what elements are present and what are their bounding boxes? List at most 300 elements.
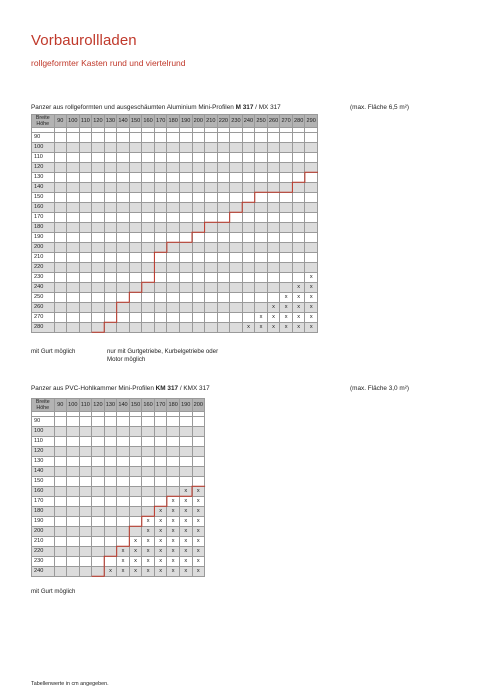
table-cell: x xyxy=(280,322,293,332)
table-cell xyxy=(104,456,117,466)
table-cell xyxy=(67,252,80,262)
table-cell xyxy=(79,426,92,436)
width-header: 140 xyxy=(117,115,130,128)
table-cell xyxy=(67,262,80,272)
table-cell xyxy=(54,212,67,222)
width-header: 290 xyxy=(305,115,318,128)
table-cell: x xyxy=(305,282,318,292)
table-cell: x xyxy=(154,546,167,556)
table-cell xyxy=(267,282,280,292)
table-cell: x xyxy=(129,556,142,566)
height-label: 120 xyxy=(32,446,55,456)
table-cell xyxy=(305,162,318,172)
table-cell xyxy=(167,172,180,182)
table-cell xyxy=(142,322,155,332)
height-label: 170 xyxy=(32,496,55,506)
table-row xyxy=(32,456,205,466)
table-cell xyxy=(192,436,205,446)
table-cell: x xyxy=(142,516,155,526)
height-label: 170 xyxy=(32,212,55,222)
table-cell xyxy=(242,212,255,222)
table-cell xyxy=(142,416,155,426)
table-cell xyxy=(92,312,105,322)
table-cell xyxy=(129,262,142,272)
table-cell xyxy=(54,526,67,536)
table-cell xyxy=(92,416,105,426)
table-cell xyxy=(267,212,280,222)
table-cell xyxy=(217,222,230,232)
table-cell xyxy=(179,312,192,322)
table-cell xyxy=(230,292,243,302)
table-cell xyxy=(67,476,80,486)
height-label: 160 xyxy=(32,486,55,496)
table-cell xyxy=(79,536,92,546)
table-cell: x xyxy=(305,312,318,322)
table-cell xyxy=(230,282,243,292)
table-cell xyxy=(117,426,130,436)
table-cell xyxy=(67,416,80,426)
table-cell xyxy=(292,252,305,262)
table-cell: x xyxy=(192,546,205,556)
table-row xyxy=(32,162,318,172)
table-cell xyxy=(79,476,92,486)
table-cell xyxy=(117,252,130,262)
table-cell xyxy=(255,212,268,222)
table-cell xyxy=(217,132,230,142)
table-cell xyxy=(205,172,218,182)
table-cell xyxy=(192,142,205,152)
table-row xyxy=(32,446,205,456)
table-cell: x xyxy=(179,496,192,506)
table-cell: x xyxy=(280,302,293,312)
table-cell xyxy=(267,232,280,242)
table-cell: x xyxy=(192,536,205,546)
table-cell xyxy=(267,292,280,302)
height-label: 260 xyxy=(32,302,55,312)
table-cell xyxy=(92,212,105,222)
table-cell xyxy=(167,132,180,142)
table-cell xyxy=(205,152,218,162)
table-row xyxy=(32,426,205,436)
table-cell: x xyxy=(192,526,205,536)
table-cell: x xyxy=(292,302,305,312)
table-cell xyxy=(142,242,155,252)
table-cell xyxy=(142,152,155,162)
table-cell xyxy=(192,312,205,322)
height-label: 210 xyxy=(32,536,55,546)
table-cell xyxy=(142,496,155,506)
table-row xyxy=(32,232,318,242)
table-cell xyxy=(292,162,305,172)
height-label: 150 xyxy=(32,192,55,202)
height-label: 190 xyxy=(32,232,55,242)
width-header: 90 xyxy=(54,115,67,128)
table-cell xyxy=(67,182,80,192)
height-label: 230 xyxy=(32,272,55,282)
corner-label-hoehe: Höhe xyxy=(36,121,50,128)
table-cell xyxy=(54,566,67,576)
table-cell xyxy=(142,262,155,272)
table-cell xyxy=(242,232,255,242)
table-cell xyxy=(79,242,92,252)
width-header: 120 xyxy=(92,115,105,128)
table-cell xyxy=(92,506,105,516)
table-cell xyxy=(67,242,80,252)
table-cell xyxy=(292,192,305,202)
table-cell xyxy=(129,506,142,516)
table-cell xyxy=(255,272,268,282)
table-cell xyxy=(154,476,167,486)
table-cell xyxy=(67,486,80,496)
table-cell xyxy=(142,486,155,496)
table-cell xyxy=(230,182,243,192)
table-cell xyxy=(92,172,105,182)
table-cell xyxy=(129,132,142,142)
table-cell xyxy=(255,302,268,312)
table-cell xyxy=(167,242,180,252)
table-cell xyxy=(117,192,130,202)
table-cell xyxy=(255,192,268,202)
table-row xyxy=(32,302,318,312)
table-cell xyxy=(167,272,180,282)
table-cell xyxy=(292,152,305,162)
table-cell xyxy=(230,142,243,152)
table-cell xyxy=(54,272,67,282)
table-cell xyxy=(230,222,243,232)
table-cell xyxy=(292,212,305,222)
note-gurt-1: mit Gurt möglich xyxy=(31,348,76,355)
table-cell xyxy=(192,192,205,202)
table-cell xyxy=(129,182,142,192)
table-cell xyxy=(217,272,230,282)
table-cell xyxy=(142,232,155,242)
table-cell xyxy=(142,142,155,152)
table-2-max-area: (max. Fläche 3,0 m²) xyxy=(350,385,409,392)
table-cell xyxy=(117,132,130,142)
table-cell xyxy=(129,282,142,292)
table-cell xyxy=(79,292,92,302)
table-cell xyxy=(305,222,318,232)
table-cell xyxy=(142,192,155,202)
table-cell xyxy=(104,142,117,152)
table-row xyxy=(32,242,318,252)
table-cell xyxy=(67,212,80,222)
height-label: 220 xyxy=(32,262,55,272)
table-cell xyxy=(255,132,268,142)
table-cell: x xyxy=(142,556,155,566)
table-cell xyxy=(104,426,117,436)
table-cell xyxy=(79,132,92,142)
footer-note: Tabellenwerte in cm angegeben. xyxy=(31,681,109,687)
table-cell xyxy=(154,436,167,446)
table-cell xyxy=(54,162,67,172)
table-cell xyxy=(267,272,280,282)
table-cell xyxy=(117,242,130,252)
table-cell xyxy=(255,222,268,232)
table-cell xyxy=(280,272,293,282)
table-cell xyxy=(179,456,192,466)
table-cell xyxy=(54,486,67,496)
table-cell xyxy=(242,292,255,302)
table-cell xyxy=(129,162,142,172)
width-header: 150 xyxy=(129,399,142,412)
table-cell xyxy=(129,172,142,182)
width-header: 140 xyxy=(117,399,130,412)
table-cell xyxy=(79,416,92,426)
table-cell xyxy=(104,132,117,142)
table-cell xyxy=(142,466,155,476)
table-cell xyxy=(129,202,142,212)
table-cell xyxy=(179,446,192,456)
table-cell xyxy=(205,282,218,292)
table-cell xyxy=(54,446,67,456)
table-cell xyxy=(54,242,67,252)
table-cell xyxy=(142,312,155,322)
table-cell xyxy=(117,142,130,152)
table-cell xyxy=(192,416,205,426)
table-cell xyxy=(192,152,205,162)
table-cell xyxy=(242,172,255,182)
table-cell xyxy=(179,152,192,162)
table-cell: x xyxy=(142,546,155,556)
table-cell xyxy=(154,222,167,232)
table-cell xyxy=(117,456,130,466)
table-cell xyxy=(79,152,92,162)
table-cell xyxy=(54,436,67,446)
table-row xyxy=(32,322,318,332)
width-header: 180 xyxy=(167,115,180,128)
table-cell xyxy=(305,212,318,222)
table-cell xyxy=(230,192,243,202)
table-cell xyxy=(217,152,230,162)
table-cell xyxy=(117,172,130,182)
table-cell: x xyxy=(167,566,180,576)
table-cell xyxy=(67,566,80,576)
table-cell xyxy=(129,476,142,486)
table-cell xyxy=(104,536,117,546)
table-cell xyxy=(79,192,92,202)
table-cell xyxy=(267,242,280,252)
table-cell xyxy=(230,202,243,212)
table-cell xyxy=(54,322,67,332)
table-cell xyxy=(154,416,167,426)
table-cell: x xyxy=(179,566,192,576)
table-cell xyxy=(92,486,105,496)
table-cell xyxy=(79,546,92,556)
table-cell xyxy=(154,262,167,272)
table-cell xyxy=(67,202,80,212)
table-cell: x xyxy=(192,486,205,496)
note-getriebe-line-2: Motor möglich xyxy=(107,356,146,363)
note-gurt-2: mit Gurt möglich xyxy=(31,588,76,595)
table-cell: x xyxy=(167,556,180,566)
table-cell xyxy=(67,162,80,172)
table-cell xyxy=(154,192,167,202)
table-cell: x xyxy=(267,302,280,312)
caption-text-tail: / MX 317 xyxy=(253,104,281,111)
table-cell xyxy=(67,222,80,232)
table-cell xyxy=(267,262,280,272)
table-cell xyxy=(117,416,130,426)
table-cell: x xyxy=(280,292,293,302)
table-cell xyxy=(92,456,105,466)
table-cell xyxy=(92,322,105,332)
table-cell: x xyxy=(179,516,192,526)
table-cell xyxy=(205,202,218,212)
table-cell xyxy=(242,152,255,162)
table-cell xyxy=(280,162,293,172)
note-getriebe xyxy=(107,348,218,364)
table-cell xyxy=(154,302,167,312)
table-cell xyxy=(104,516,117,526)
table-cell xyxy=(142,222,155,232)
height-label: 270 xyxy=(32,312,55,322)
table-cell xyxy=(117,466,130,476)
table-cell xyxy=(129,486,142,496)
table-cell xyxy=(117,486,130,496)
table-cell xyxy=(117,302,130,312)
table-cell xyxy=(104,486,117,496)
table-cell xyxy=(179,132,192,142)
table-cell xyxy=(154,322,167,332)
table-cell xyxy=(280,132,293,142)
table-cell xyxy=(117,536,130,546)
table-cell xyxy=(217,182,230,192)
height-label: 90 xyxy=(32,416,55,426)
table-cell xyxy=(67,132,80,142)
table-cell xyxy=(217,322,230,332)
table-cell xyxy=(267,172,280,182)
table-cell xyxy=(54,252,67,262)
table-cell xyxy=(192,212,205,222)
height-label: 200 xyxy=(32,526,55,536)
table-cell xyxy=(142,172,155,182)
table-cell xyxy=(179,322,192,332)
table-cell xyxy=(255,152,268,162)
table-cell xyxy=(117,516,130,526)
table-cell: x xyxy=(129,536,142,546)
table-cell xyxy=(230,162,243,172)
height-label: 110 xyxy=(32,152,55,162)
height-label: 250 xyxy=(32,292,55,302)
table-cell: x xyxy=(305,292,318,302)
table-cell xyxy=(192,232,205,242)
table-cell xyxy=(129,302,142,312)
height-label: 100 xyxy=(32,142,55,152)
table-cell xyxy=(92,272,105,282)
table-cell xyxy=(67,322,80,332)
table-cell xyxy=(104,436,117,446)
table-cell xyxy=(92,446,105,456)
table-cell xyxy=(292,142,305,152)
table-cell xyxy=(230,152,243,162)
table-cell xyxy=(92,302,105,312)
table-cell xyxy=(179,192,192,202)
table-cell xyxy=(292,182,305,192)
table-cell xyxy=(104,262,117,272)
table-cell xyxy=(129,252,142,262)
table-cell xyxy=(129,322,142,332)
table-cell: x xyxy=(179,486,192,496)
table-cell xyxy=(205,232,218,242)
table-1-max-area: (max. Fläche 6,5 m²) xyxy=(350,104,409,111)
table-cell xyxy=(104,506,117,516)
width-header: 160 xyxy=(142,115,155,128)
width-header: 260 xyxy=(267,115,280,128)
table-cell xyxy=(117,292,130,302)
table-cell xyxy=(167,322,180,332)
table-cell: x xyxy=(154,556,167,566)
table-cell: x xyxy=(129,546,142,556)
table-cell xyxy=(79,212,92,222)
table-cell xyxy=(167,142,180,152)
table-cell xyxy=(205,162,218,172)
table-cell xyxy=(92,426,105,436)
table-cell: x xyxy=(117,546,130,556)
table-cell: x xyxy=(305,322,318,332)
table-cell xyxy=(179,476,192,486)
table-cell xyxy=(154,496,167,506)
table-cell xyxy=(167,436,180,446)
table-cell xyxy=(104,496,117,506)
table-cell xyxy=(54,192,67,202)
table-cell: x xyxy=(154,516,167,526)
size-table-km317 xyxy=(31,398,205,577)
table-cell xyxy=(280,202,293,212)
table-cell xyxy=(230,132,243,142)
table-cell: x xyxy=(154,566,167,576)
table-cell xyxy=(79,556,92,566)
table-cell xyxy=(92,546,105,556)
table-cell xyxy=(242,252,255,262)
table-cell xyxy=(104,282,117,292)
table-cell xyxy=(179,302,192,312)
table-cell: x xyxy=(117,556,130,566)
table-cell xyxy=(142,282,155,292)
table-cell xyxy=(267,152,280,162)
table-cell xyxy=(192,252,205,262)
table-cell xyxy=(67,556,80,566)
table-cell xyxy=(67,172,80,182)
table-cell xyxy=(67,536,80,546)
table-cell xyxy=(205,272,218,282)
table-cell xyxy=(54,282,67,292)
table-cell xyxy=(179,232,192,242)
table-cell: x xyxy=(154,526,167,536)
table-cell xyxy=(255,172,268,182)
table-cell xyxy=(230,272,243,282)
table-row xyxy=(32,172,318,182)
table-cell xyxy=(54,506,67,516)
table-cell xyxy=(242,312,255,322)
table-row xyxy=(32,262,318,272)
table-cell xyxy=(154,172,167,182)
table-cell xyxy=(104,446,117,456)
table-cell xyxy=(217,162,230,172)
height-label: 180 xyxy=(32,506,55,516)
table-cell xyxy=(217,262,230,272)
table-cell xyxy=(217,142,230,152)
table-cell xyxy=(292,232,305,242)
table-cell xyxy=(104,222,117,232)
table-cell xyxy=(67,436,80,446)
table-cell xyxy=(92,152,105,162)
table-cell xyxy=(129,446,142,456)
table-row xyxy=(32,496,205,506)
table-cell xyxy=(192,262,205,272)
table-cell xyxy=(154,446,167,456)
table-cell: x xyxy=(292,322,305,332)
